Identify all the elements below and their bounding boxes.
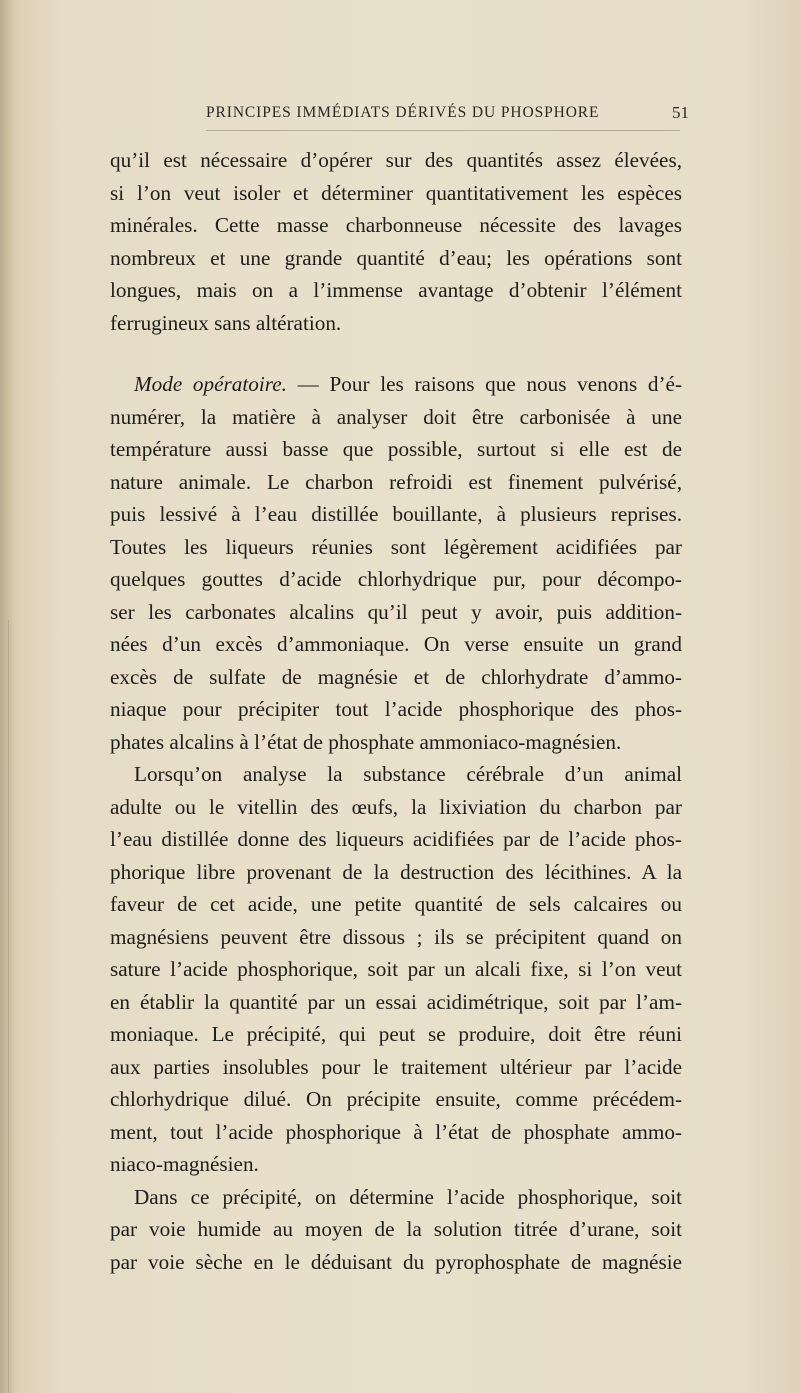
paragraph-1 xyxy=(110,144,682,339)
section-heading: Mode opératoire. xyxy=(134,372,287,396)
text-line: ser les carbonates alcalins qu’il peut y avoir, puis addition- xyxy=(110,599,682,624)
text-line: numérer, la matière à analyser doit être carbonisée à une xyxy=(110,404,682,429)
running-title: PRINCIPES IMMÉDIATS DÉRIVÉS DU PHOSPHORE xyxy=(206,104,600,121)
paragraph-4 xyxy=(110,1181,682,1279)
text-line: ferrugineux sans altération. xyxy=(110,310,342,335)
text-line: faveur de cet acide, une petite quantité de sels calcaires ou xyxy=(110,892,682,916)
paragraph-gap xyxy=(110,339,682,368)
text-line: Dans ce précipité, on détermine l’acide phosphorique, soit xyxy=(134,1184,682,1209)
paragraph-2 xyxy=(110,368,682,758)
text-line: adulte ou le vitellin des œufs, la lixiviation du charbon par xyxy=(110,794,682,819)
page-number: 51 xyxy=(672,103,689,122)
text-line: chlorhydrique dilué. On précipite ensuite, comme précédem- xyxy=(110,1087,682,1111)
text-line: puis lessivé à l’eau distillée bouillante, à plusieurs reprises. xyxy=(110,502,682,526)
page-edge-shadow xyxy=(0,0,14,1393)
text-line: moniaque. Le précipité, qui peut se produire, doit être réuni xyxy=(110,1022,682,1046)
text-line: Lorsqu’on analyse la substance cérébrale d’un animal xyxy=(134,762,682,786)
text-line: aux parties insolubles pour le traitement ultérieur par l’acide xyxy=(110,1054,682,1079)
text-line: phates alcalins à l’état de phosphate ammoniaco-magnésien. xyxy=(110,729,622,754)
page-fold-line xyxy=(8,620,9,1393)
text-line: minérales. Cette masse charbonneuse nécessite des lavages xyxy=(110,213,682,237)
text-line: niaque pour précipiter tout l’acide phosphorique des phos- xyxy=(110,697,682,721)
text-line: l’eau distillée donne des liqueurs acidifiées par de l’acide phos- xyxy=(110,827,682,851)
text-line: si l’on veut isoler et déterminer quantitativement les espèces xyxy=(110,180,682,205)
text-line: nombreux et une grande quantité d’eau; les opérations sont xyxy=(110,245,682,270)
text-line: nées d’un excès d’ammoniaque. On verse ensuite un grand xyxy=(110,632,682,656)
text-line: phorique libre provenant de la destruction des lécithines. A la xyxy=(110,859,682,884)
text-line: magnésiens peuvent être dissous ; ils se précipitent quand on xyxy=(110,924,682,949)
text-line: longues, mais on a l’immense avantage d’obtenir l’élément xyxy=(110,278,682,302)
text-line: nature animale. Le charbon refroidi est finement pulvérisé, xyxy=(110,469,682,494)
text-line: quelques gouttes d’acide chlorhydrique pur, pour décompo- xyxy=(110,567,682,591)
text-line: en établir la quantité par un essai acidimétrique, soit par l’am- xyxy=(110,989,682,1014)
text-line: qu’il est nécessaire d’opérer sur des quantités assez élevées, xyxy=(110,148,682,172)
text-span: — Pour les raisons que nous venons d’é- xyxy=(286,372,683,396)
text-line: par voie sèche en le déduisant du pyrophosphate de magnésie xyxy=(110,1249,682,1274)
body-text xyxy=(110,144,682,1278)
text-line: excès de sulfate de magnésie et de chlorhydrate d’ammo- xyxy=(110,664,682,689)
text-line: ment, tout l’acide phosphorique à l’état de phosphate ammo- xyxy=(110,1119,682,1144)
text-line: par voie humide au moyen de la solution titrée d’urane, soit xyxy=(110,1217,682,1241)
text-line xyxy=(110,368,682,401)
header-rule xyxy=(206,130,680,131)
text-line: sature l’acide phosphorique, soit par un alcali fixe, si l’on veut xyxy=(110,957,682,981)
paragraph-3 xyxy=(110,758,682,1181)
text-line: température aussi basse que possible, surtout si elle est de xyxy=(110,437,682,461)
text-line: Toutes les liqueurs réunies sont légèrement acidifiées par xyxy=(110,534,682,559)
text-line: niaco-magnésien. xyxy=(110,1152,259,1176)
